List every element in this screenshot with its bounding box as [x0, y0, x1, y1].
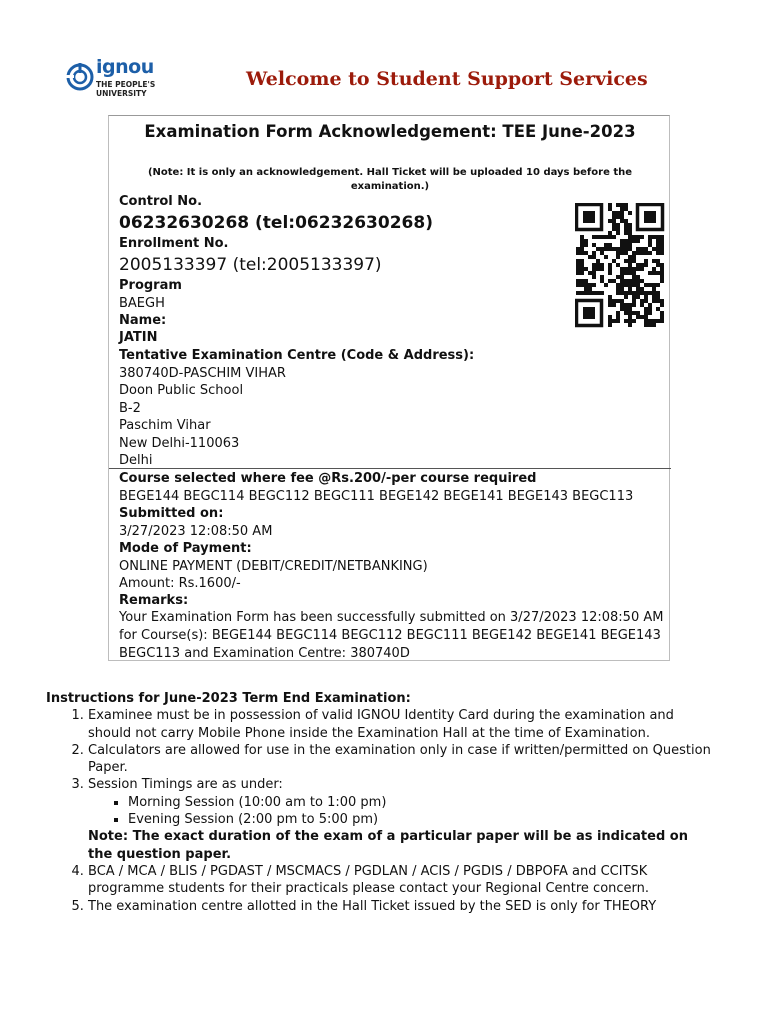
logo-tagline-line1: THE PEOPLE'S — [96, 80, 156, 89]
name-value: JATIN — [119, 330, 158, 345]
centre-line: B-2 — [119, 401, 141, 416]
remarks-label: Remarks: — [119, 593, 189, 608]
ignou-emblem-icon — [66, 57, 96, 97]
centre-line: Paschim Vihar — [119, 418, 211, 433]
session-list — [88, 794, 716, 829]
instructions-title: Instructions for June-2023 Term End Examination: — [46, 691, 411, 706]
instruction-item: 5. The examination centre allotted in the Hall Ticket issued by the SED is only for THEORY — [88, 898, 716, 915]
acknowledgement-box — [108, 115, 670, 661]
instructions-list — [46, 707, 716, 915]
amount-value: Amount: Rs.1600/- — [119, 576, 241, 591]
submitted-value: 3/27/2023 12:08:50 AM — [119, 524, 273, 539]
centre-label: Tentative Examination Centre (Code & Address): — [119, 348, 475, 363]
instruction-item: 2. Calculators are allowed for use in the examination only in case if written/permitted on Question Paper. — [88, 742, 716, 777]
instruction-item — [88, 776, 716, 862]
section-divider — [109, 468, 671, 469]
instruction-item: 4. BCA / MCA / BLIS / PGDAST / MSCMACS / PGDLAN / ACIS / PGDIS / DBPOFA and CCITSK programme students for their practicals please contact your Regional Centre concern. — [88, 863, 716, 898]
remarks-value: Your Examination Form has been successfully submitted on 3/27/2023 12:08:50 AM for Course(s): BEGE144 BEGC114 BEGC112 BEGC111 BEGE142 BEGE141 BEGE143 BEGC113 and Examination Centre: 380740D — [119, 610, 664, 661]
ack-note: (Note: It is only an acknowledgement. Hall Ticket will be uploaded 10 days before the examination.) — [147, 167, 633, 192]
session-note: Note: The exact duration of the exam of a particular paper will be as indicated on the question paper. — [88, 829, 688, 862]
qr-code-graphic — [575, 203, 665, 331]
payment-label: Mode of Payment: — [119, 541, 252, 556]
logo-tagline — [96, 80, 155, 98]
ack-title: Examination Form Acknowledgement: TEE June-2023 — [144, 122, 636, 141]
session-item: ▪ Evening Session (2:00 pm to 5:00 pm) — [128, 811, 716, 828]
instruction-item: 1. Examinee must be in possession of valid IGNOU Identity Card during the examination and should not carry Mobile Phone inside the Examination Hall at the time of Examination. — [88, 707, 716, 742]
welcome-heading: Welcome to Student Support Services — [246, 68, 648, 90]
course-label: Course selected where fee @Rs.200/-per course required — [119, 471, 537, 486]
course-value: BEGE144 BEGC114 BEGC112 BEGC111 BEGE142 BEGE141 BEGE143 BEGC113 — [119, 489, 634, 504]
control-no-value: 06232630268 (tel:06232630268) — [119, 213, 433, 233]
payment-value: ONLINE PAYMENT (DEBIT/CREDIT/NETBANKING) — [119, 559, 428, 574]
session-item: ▪ Morning Session (10:00 am to 1:00 pm) — [128, 794, 716, 811]
ignou-logo — [66, 56, 176, 102]
name-label: Name: — [119, 313, 167, 328]
page-header — [66, 56, 706, 106]
qr-code-icon — [575, 203, 665, 335]
centre-line: Delhi — [119, 453, 153, 468]
control-no-label: Control No. — [119, 194, 203, 209]
logo-wordmark: ignou — [96, 56, 154, 78]
program-label: Program — [119, 278, 182, 293]
centre-line: New Delhi-110063 — [119, 436, 240, 451]
centre-line: Doon Public School — [119, 383, 244, 398]
instruction-item-text: Session Timings are as under: — [88, 777, 283, 793]
instructions-section — [46, 690, 716, 915]
program-value: BAEGH — [119, 296, 165, 311]
submitted-label: Submitted on: — [119, 506, 224, 521]
enrollment-no-value: 2005133397 (tel:2005133397) — [119, 255, 382, 275]
logo-tagline-line2: UNIVERSITY — [96, 89, 147, 98]
enrollment-no-label: Enrollment No. — [119, 236, 229, 251]
centre-line: 380740D-PASCHIM VIHAR — [119, 366, 286, 381]
